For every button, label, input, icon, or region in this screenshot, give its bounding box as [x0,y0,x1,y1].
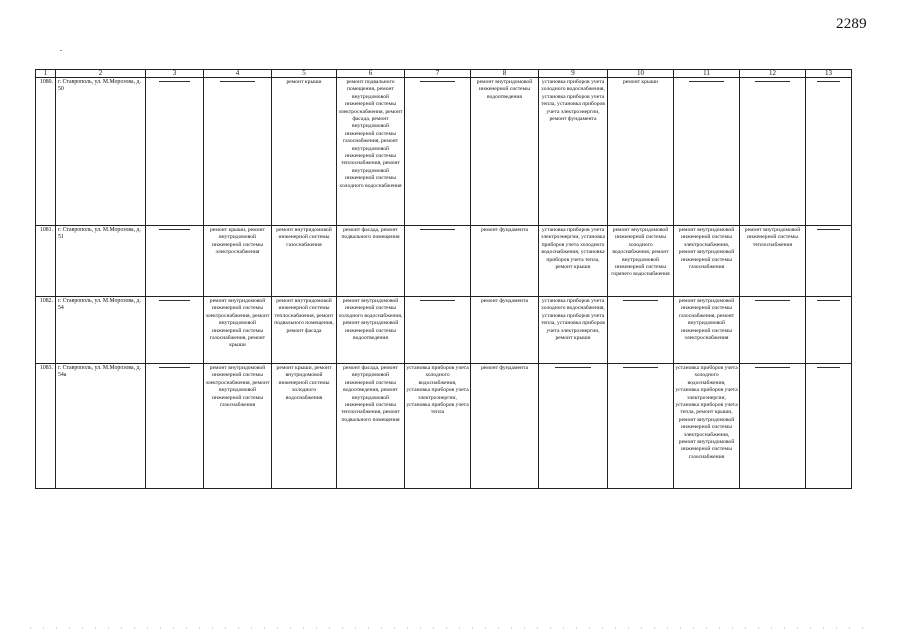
work-cell: ремонт внутридомовой инженерной системы теплоснабжения, ремонт подвального помещения, ремонт фасада [272,297,337,364]
row-number: 1083. [36,364,56,489]
work-cell: ремонт внутридомовой инженерной системы теплоснабжения [740,226,806,297]
empty-cell-dash [740,364,806,489]
table-row [36,297,852,364]
work-cell: установка приборов учета электроэнергии, установка приборов учета холодного водоснабжения, установка приборов учета тепла, ремонт крыши [539,226,608,297]
column-header: 2 [56,70,146,78]
empty-cell-dash [204,78,272,226]
work-cell: ремонт крыши, ремонт внутридомовой инженерной системы электроснабжения [204,226,272,297]
empty-cell-dash [674,78,740,226]
address-cell: г. Ставрополь, ул. М.Морозова, д. 50 [56,78,146,226]
page-number: 2289 [836,16,867,32]
empty-cell-dash [806,297,852,364]
column-header: 5 [272,70,337,78]
scan-footer-noise [30,627,875,629]
row-number: 1080. [36,78,56,226]
empty-cell-dash [608,297,674,364]
empty-cell-dash [405,78,471,226]
work-cell: ремонт фасада, ремонт подвального помещения [337,226,405,297]
work-cell: ремонт внутридомовой инженерной системы газоснабжения, ремонт внутридомовой инженерной системы электроснабжения [674,297,740,364]
work-cell: ремонт внутридомовой инженерной системы электроснабжения, ремонт внутридомовой инженерной системы газоснабжения [674,226,740,297]
column-header: 6 [337,70,405,78]
work-cell: ремонт внутридомовой инженерной системы электроснабжения, ремонт внутридомовой инженерной системы газоснабжения, ремонт крыши [204,297,272,364]
empty-cell-dash [146,226,204,297]
column-header: 1 [36,70,56,78]
column-header: 8 [471,70,539,78]
empty-cell-dash [740,78,806,226]
empty-cell-dash [405,226,471,297]
works-table [35,69,852,489]
work-cell: установка приборов учета холодного водоснабжения, установка приборов учета тепла, установка приборов учета электроэнергии, ремонт крыши [539,297,608,364]
empty-cell-dash [806,78,852,226]
address-cell: г. Ставрополь, ул. М.Морозова, д. 54 [56,297,146,364]
empty-cell-dash [740,297,806,364]
empty-cell-dash [405,297,471,364]
column-header: 12 [740,70,806,78]
work-cell: ремонт фундамента [471,364,539,489]
work-cell: ремонт крыши [608,78,674,226]
column-header: 11 [674,70,740,78]
table-row [36,226,852,297]
work-cell: ремонт внутридомовой инженерной системы газоснабжения [272,226,337,297]
empty-cell-dash [146,78,204,226]
empty-cell-dash [806,226,852,297]
row-number: 1081. [36,226,56,297]
work-cell: установка приборов учета холодного водоснабжения, установка приборов учета тепла, установка приборов учета электроэнергии, ремонт фундамента [539,78,608,226]
column-header: 4 [204,70,272,78]
empty-cell-dash [539,364,608,489]
work-cell: ремонт подвального помещения, ремонт внутридомовой инженерной системы электроснабжения, ремонт фасада, ремонт внутридомовой инженерной системы газоснабжения, ремонт внутридомовой инженерной системы теплоснабжения, ремонт внутридомовой инженерной системы холодного водоснабжения [337,78,405,226]
work-cell: установка приборов учета холодного водоснабжения, установка приборов учета электроэнергии, установка приборов учета тепла, ремонт крыши, ремонт внутридомовой инженерной системы электроснабжения, ремонт внутридомовой инженерной системы газоснабжения [674,364,740,489]
empty-cell-dash [806,364,852,489]
work-cell: установка приборов учета холодного водоснабжения, установка приборов учета электроэнергии, установка приборов учета тепла [405,364,471,489]
column-header: 13 [806,70,852,78]
empty-cell-dash [146,364,204,489]
empty-cell-dash [608,364,674,489]
work-cell: ремонт внутридомовой инженерной системы холодного водоснабжения, ремонт внутридомовой инженерной системы горячего водоснабжения [608,226,674,297]
scan-speck [60,50,62,51]
row-number: 1082. [36,297,56,364]
column-header: 9 [539,70,608,78]
work-cell: ремонт фасада, ремонт внутридомовой инженерной системы водоотведения, ремонт внутридомовой инженерной системы теплоснабжения, ремонт подвального помещения [337,364,405,489]
work-cell: ремонт внутридомовой инженерной системы электроснабжения, ремонт внутридомовой инженерной системы газоснабжения [204,364,272,489]
address-cell: г. Ставрополь, ул. М.Морозова, д. 51 [56,226,146,297]
work-cell: ремонт фундамента [471,297,539,364]
column-header: 3 [146,70,204,78]
column-header: 10 [608,70,674,78]
table-row [36,78,852,226]
address-cell: г. Ставрополь, ул. М.Морозова, д. 54а [56,364,146,489]
table-row [36,364,852,489]
work-cell: ремонт крыши [272,78,337,226]
work-cell: ремонт внутридомовой инженерной системы водоотведения [471,78,539,226]
column-header: 7 [405,70,471,78]
empty-cell-dash [146,297,204,364]
work-cell: ремонт внутридомовой инженерной системы холодного водоснабжения, ремонт внутридомовой инженерной системы водоотведения [337,297,405,364]
work-cell: ремонт крыши, ремонт внутридомовой инженерной системы холодного водоснабжения [272,364,337,489]
table-header-row [36,70,852,78]
work-cell: ремонт фундамента [471,226,539,297]
